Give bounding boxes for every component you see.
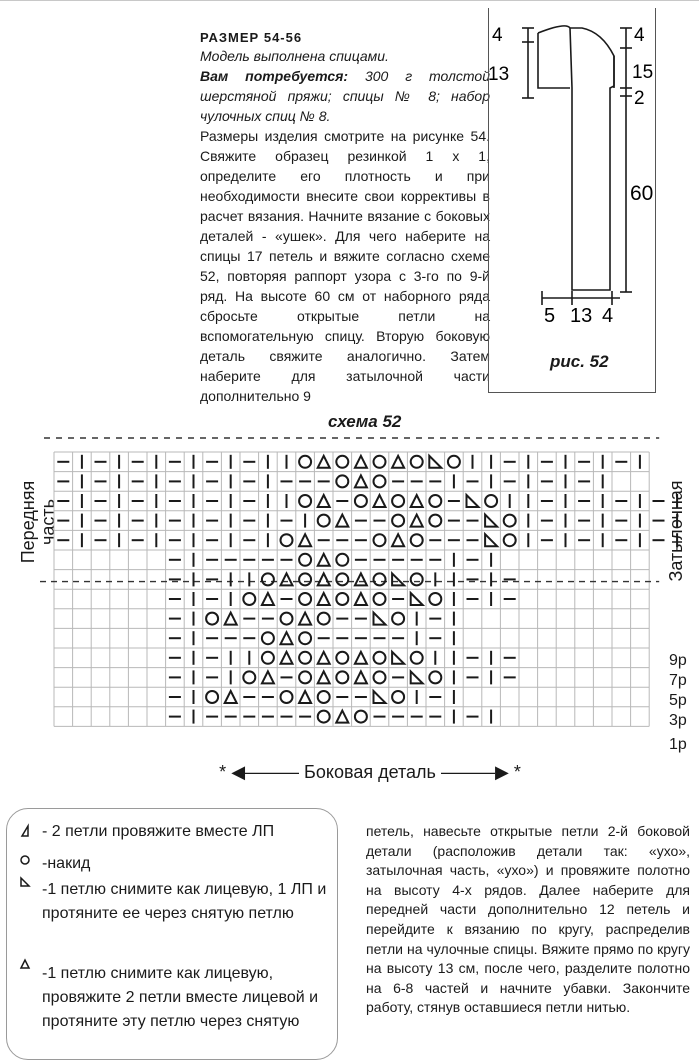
sk2p-mark <box>336 515 348 527</box>
yarn-over-mark <box>374 671 386 683</box>
you-need-text: 300 г толстой шерстяной пряжи; спицы № 8; набор чулочных спиц № 8. <box>200 68 490 124</box>
yarn-over-mark <box>429 593 441 605</box>
yarn-over-mark <box>374 475 386 487</box>
sk2p-mark <box>355 652 367 664</box>
you-need-label: Вам потребуется: <box>200 68 349 84</box>
ssk-mark <box>392 652 404 664</box>
schematic-left-ear <box>538 33 570 88</box>
yarn-over-mark <box>299 652 311 664</box>
arrow-left-icon: ◀——— <box>231 762 300 782</box>
yarn-over-mark <box>429 515 441 527</box>
ssk-mark <box>411 671 423 683</box>
sk2p-mark <box>262 593 274 605</box>
dim-height: 60 <box>630 182 654 205</box>
yarn-over-mark <box>318 613 330 625</box>
scheme-title: схема 52 <box>328 412 402 431</box>
side-label-front: Передняя часть <box>18 480 58 564</box>
yarn-over-mark <box>336 652 348 664</box>
dim-right-top: 4 <box>634 25 645 46</box>
yarn-over-mark <box>299 593 311 605</box>
yarn-over-mark <box>336 554 348 566</box>
dim-bottom-mid: 13 <box>570 305 593 327</box>
legend-item-yo: -накид <box>42 855 91 872</box>
instructions-paragraph: Размеры изделия смотрите на рисунке 54. Свяжите образец резинкой 1 х 1, определите его плотность и при необходимости внесите свои коррективы в расчет вязания. Начните вязание с боковых деталей - «ушек». Для чего наберите на спицы 17 петель и вяжите согласно схеме 52, повторяя раппорт узора с 3-го по 9-й ряд. На высоте 60 см от наборного ряда сбросьте открытые петли на вспомогательную спицу. Вторую боковую деталь свяжите аналогично. Затем наберите для затылочной части дополнительно 9 <box>200 128 490 404</box>
yarn-over-mark <box>281 613 293 625</box>
row-label-5: 5р <box>669 692 687 709</box>
yarn-over-mark <box>206 613 218 625</box>
sk2p-mark <box>336 711 348 723</box>
legend-item-sk2p: -1 петлю снимите как лицевую, провяжите 2 петли вместе лицевой и протяните эту петлю через снятую <box>42 965 319 1030</box>
yarn-over-mark <box>504 515 516 527</box>
yarn-over-mark <box>262 632 274 644</box>
yarn-over-mark <box>299 495 311 507</box>
ssk-mark <box>411 593 423 605</box>
knitting-chart <box>0 430 700 760</box>
yarn-over-mark <box>336 671 348 683</box>
yarn-over-mark <box>374 573 386 585</box>
legend-item-k2tog: - 2 петли провяжите вместе ЛП <box>42 823 275 840</box>
yarn-over-mark <box>262 652 274 664</box>
row-label-1: 1р <box>669 736 687 753</box>
row-label-9: 9р <box>669 652 687 669</box>
sk2p-icon <box>21 960 29 968</box>
sk2p-mark <box>392 534 404 546</box>
yarn-over-mark <box>299 573 311 585</box>
yarn-over-mark <box>299 671 311 683</box>
sk2p-mark <box>318 456 330 468</box>
ssk-icon <box>21 878 29 886</box>
materials-line <box>200 66 490 126</box>
sk2p-mark <box>374 495 386 507</box>
sk2p-mark <box>411 515 423 527</box>
dim-right-small: 2 <box>634 88 645 109</box>
hood-schematic <box>488 8 658 348</box>
yarn-over-mark <box>411 573 423 585</box>
figure-caption: рис. 52 <box>550 352 609 371</box>
sk2p-mark <box>411 495 423 507</box>
sk2p-mark <box>392 456 404 468</box>
yarn-over-mark <box>485 495 497 507</box>
yarn-over-mark <box>336 456 348 468</box>
ssk-mark <box>374 691 386 703</box>
sk2p-mark <box>225 691 237 703</box>
yarn-over-mark <box>411 534 423 546</box>
yarn-over-mark <box>262 573 274 585</box>
ssk-mark <box>374 613 386 625</box>
yarn-over-mark <box>281 534 293 546</box>
sk2p-mark <box>318 593 330 605</box>
star-left: * <box>219 762 227 782</box>
sk2p-mark <box>318 671 330 683</box>
size-heading: РАЗМЕР 54-56 <box>200 30 303 45</box>
yarn-over-mark <box>504 534 516 546</box>
yarn-over-mark <box>392 515 404 527</box>
yarn-over-mark <box>355 711 367 723</box>
ssk-mark <box>485 534 497 546</box>
sk2p-mark <box>281 632 293 644</box>
bottom-caption: Боковая деталь <box>304 762 436 782</box>
yarn-over-mark <box>392 495 404 507</box>
intro-text-block <box>200 30 490 406</box>
yarn-over-mark <box>336 573 348 585</box>
sk2p-mark <box>355 456 367 468</box>
yarn-over-mark <box>318 515 330 527</box>
sk2p-mark <box>299 691 311 703</box>
dim-bottom-right: 4 <box>602 305 614 327</box>
yarn-over-mark <box>429 671 441 683</box>
yarn-over-mark <box>243 671 255 683</box>
yarn-over-mark <box>392 691 404 703</box>
dim-right-mid: 15 <box>632 62 654 83</box>
sk2p-mark <box>355 573 367 585</box>
yarn-over-mark <box>318 691 330 703</box>
sk2p-mark <box>355 593 367 605</box>
yarn-over-mark <box>374 456 386 468</box>
yarn-over-mark <box>299 632 311 644</box>
sk2p-mark <box>318 652 330 664</box>
yarn-over-mark <box>374 593 386 605</box>
yarn-over-mark <box>411 456 423 468</box>
schematic-body <box>538 26 614 290</box>
sk2p-mark <box>299 613 311 625</box>
yarn-over-mark <box>411 652 423 664</box>
yarn-over-mark <box>299 456 311 468</box>
ssk-mark <box>467 495 479 507</box>
yarn-over-mark <box>392 613 404 625</box>
side-label-back: Затылочная <box>666 480 686 582</box>
row-label-7: 7р <box>669 672 687 689</box>
dim-left-top: 4 <box>492 25 503 46</box>
yarn-over-mark <box>318 711 330 723</box>
sk2p-mark <box>281 573 293 585</box>
yarn-over-mark <box>299 554 311 566</box>
yarn-over-mark <box>374 534 386 546</box>
model-line: Модель выполнена спицами. <box>200 48 389 64</box>
yarn-over-mark <box>429 495 441 507</box>
continuation-paragraph: петель, навесьте открытые петли 2-й боковой детали (расположив детали так: «ухо», затылочная часть, «ухо») и провяжите полотно на высоту 4-х рядов. Далее наберите для передней части дополнительно 12 петель и перейдите к вязанию по кругу, распределив петли на чулочные спицы. Вяжите прямо по кругу на высоту 13 см, после чего, разделите полотно на 6-8 частей и начните убавки. Закончите работу, стянув оставшиеся петли нитью. <box>366 823 690 1016</box>
yarn-over-mark <box>336 593 348 605</box>
dim-left-mid: 13 <box>488 64 510 85</box>
dim-bottom-left: 5 <box>544 305 556 327</box>
yarn-over-mark <box>243 593 255 605</box>
sk2p-mark <box>262 671 274 683</box>
legend-item-ssk: -1 петлю снимите как лицевую, 1 ЛП и протяните ее через снятую петлю <box>42 881 327 922</box>
page-frame-top <box>0 0 699 1</box>
yarn-over-icon <box>21 856 29 864</box>
yarn-over-mark <box>448 456 460 468</box>
sk2p-mark <box>281 652 293 664</box>
star-right: * <box>513 762 521 782</box>
sk2p-mark <box>355 671 367 683</box>
k2tog-icon <box>22 826 28 836</box>
arrow-right-icon: ———▶ <box>440 762 509 782</box>
yarn-over-mark <box>336 475 348 487</box>
yarn-over-mark <box>355 495 367 507</box>
yarn-over-mark <box>374 652 386 664</box>
sk2p-mark <box>318 495 330 507</box>
row-label-3: 3р <box>669 712 687 729</box>
ssk-mark <box>485 515 497 527</box>
yarn-over-mark <box>281 691 293 703</box>
sk2p-mark <box>318 554 330 566</box>
sk2p-mark <box>355 475 367 487</box>
sk2p-mark <box>318 573 330 585</box>
sk2p-mark <box>299 534 311 546</box>
yarn-over-mark <box>206 691 218 703</box>
ssk-mark <box>392 573 404 585</box>
sk2p-mark <box>225 613 237 625</box>
bottom-caption-row <box>180 762 560 783</box>
ssk-mark <box>429 456 441 468</box>
